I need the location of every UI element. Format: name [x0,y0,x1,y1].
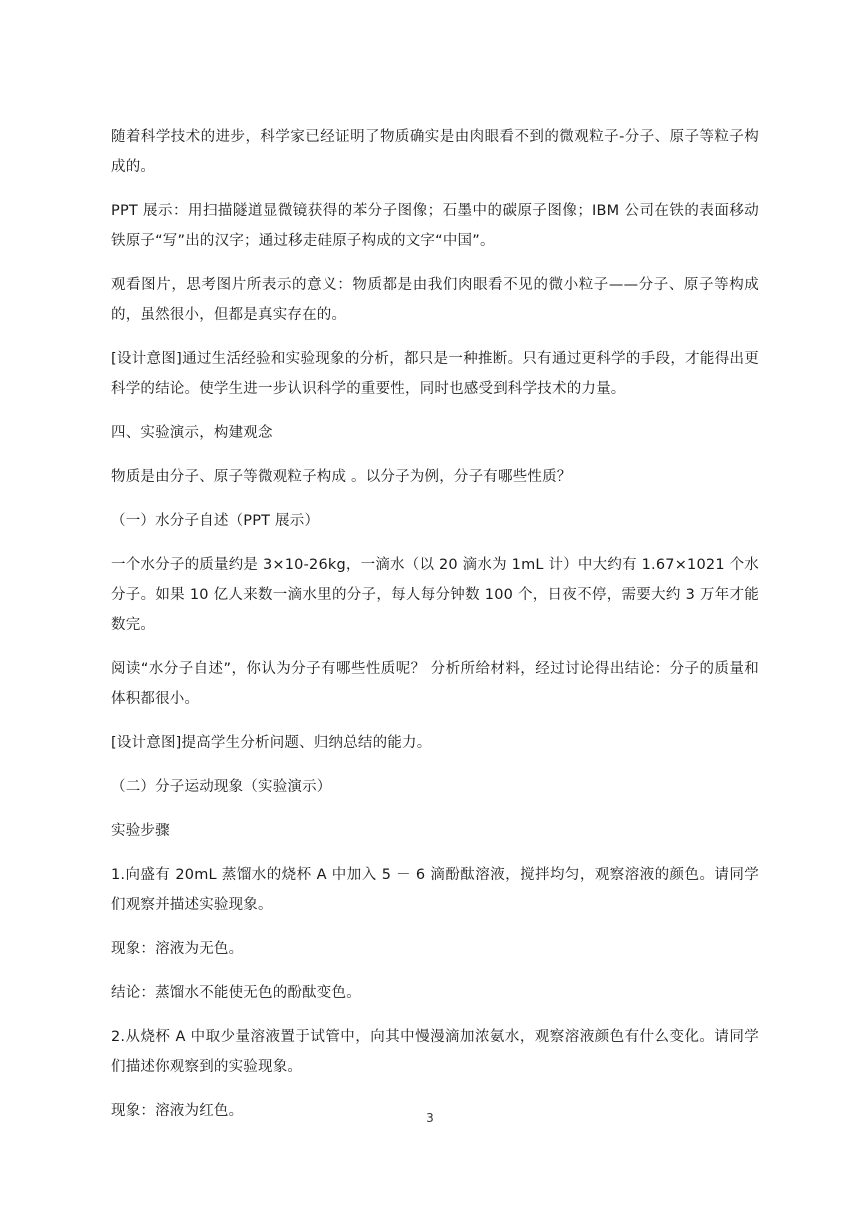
paragraph-question: 物质是由分子、原子等微观粒子构成 。以分子为例，分子有哪些性质？ [111,469,572,485]
subheading-molecular-motion: （二）分子运动现象（实验演示） [111,779,332,795]
paragraph-step-2: 2.从烧杯 A 中取少量溶液置于试管中，向其中慢漫滴加浓氨水，观察溶液颜色有什么变化。请同学们描述你观察到的实验现象。 [111,1029,759,1075]
paragraph-intro: 随着科学技术的进步，科学家已经证明了物质确实是由肉眼看不到的微观粒子-分子、原子等粒子构成的。 [111,129,759,175]
paragraph-reading-conclusion: 阅读“水分子自述”，你认为分子有哪些性质呢？ 分析所给材料，经过讨论得出结论：分子的质量和体积都很小。 [111,661,759,707]
paragraph-water-molecule-facts: 一个水分子的质量约是 3×10-26kg，一滴水（以 20 滴水为 1mL 计）中大约有 1.67×1021 个水分子。如果 10 亿人来数一滴水里的分子，每人每分钟数 100 个，日夜不停，需要大约 3 万年才能数完。 [111,557,759,633]
paragraph-design-intent-2: [设计意图]提高学生分析问题、归纳总结的能力。 [111,735,432,751]
paragraph-phenomenon-2: 现象：溶液为红色。 [111,1103,244,1119]
page-body [111,122,759,1140]
paragraph-conclusion-1: 结论：蒸馏水不能使无色的酚酞变色。 [111,985,361,1001]
paragraph-ppt-display: PPT 展示：用扫描隧道显微镜获得的苯分子图像；石墨中的碳原子图像；IBM 公司在铁的表面移动铁原子“写”出的汉字；通过移走硅原子构成的文字“中国”。 [111,203,759,249]
paragraph-design-intent-1: [设计意图]通过生活经验和实验现象的分析，都只是一种推断。只有通过更科学的手段，才能得出更科学的结论。使学生进一步认识科学的重要性，同时也感受到科学技术的力量。 [111,351,759,397]
subheading-experiment-steps: 实验步骤 [111,823,170,839]
section-heading-4: 四、实验演示，构建观念 [111,425,273,441]
page-number: 3 [426,1111,434,1125]
paragraph-step-1: 1.向盛有 20mL 蒸馏水的烧杯 A 中加入 5 － 6 滴酚酞溶液，搅拌均匀，观察溶液的颜色。请同学们观察并描述实验现象。 [111,867,759,913]
subheading-water-molecule: （一）水分子自述（PPT 展示） [111,513,320,529]
paragraph-phenomenon-1: 现象：溶液为无色。 [111,941,244,957]
paragraph-observe-images: 观看图片，思考图片所表示的意义：物质都是由我们肉眼看不见的微小粒子——分子、原子等构成的，虽然很小，但都是真实存在的。 [111,277,759,323]
